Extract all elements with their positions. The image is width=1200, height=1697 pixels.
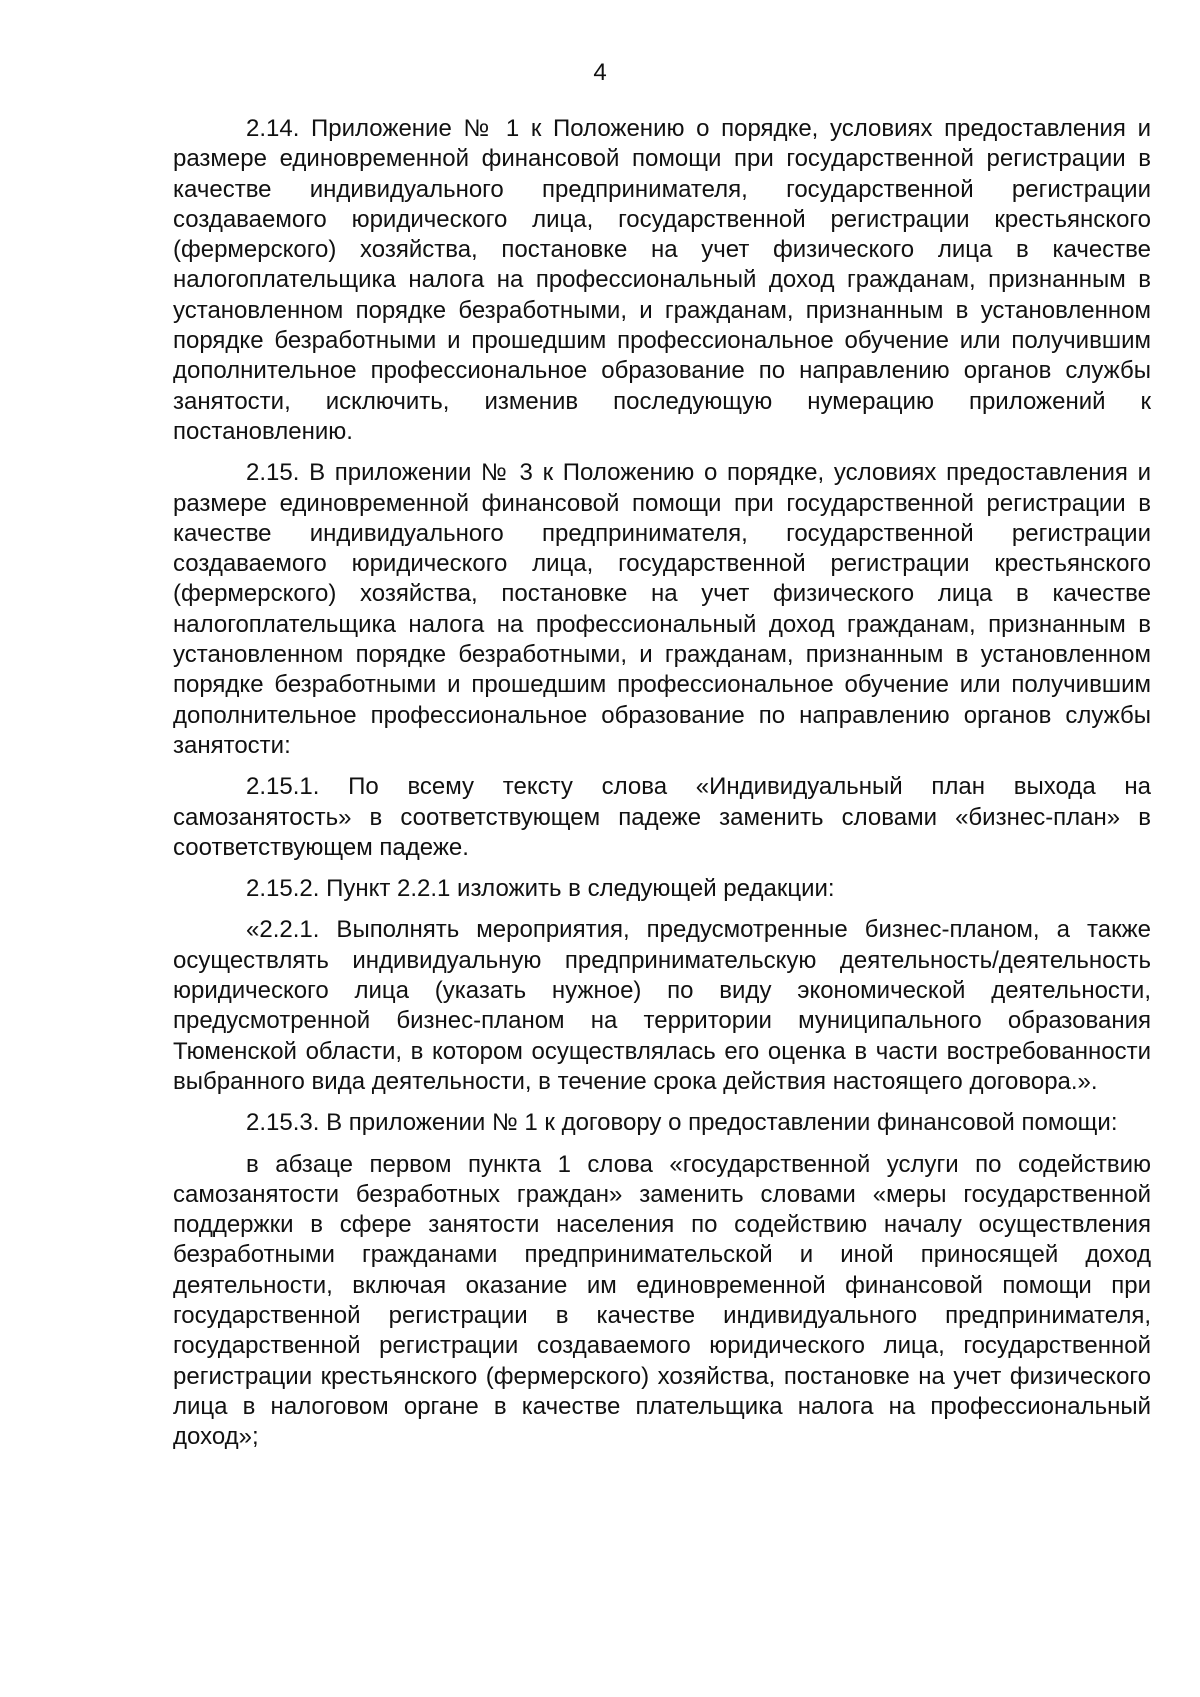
paragraph-2-2-1-quote: «2.2.1. Выполнять мероприятия, предусмотренные бизнес-планом, а также осуществлять индивидуальную предпринимательскую деятельность/деятельность юридического лица (указать нужное) по виду экономической деятельности, предусмотренной бизнес-планом на территории муниципального образования Тюменской области, в котором осуществлялась его оценка в части востребованности выбранного вида деятельности, в течение срока действия настоящего договора.». [173, 916, 1151, 1095]
paragraph-2-14: 2.14. Приложение № 1 к Положению о порядке, условиях предоставления и размере единовременной финансовой помощи при государственной регистрации в качестве индивидуального предпринимателя, государственной регистрации создаваемого юридического лица, государственной регистрации крестьянского (фермерского) хозяйства, постановке на учет физического лица в качестве налогоплательщика налога на профессиональный доход гражданам, признанным в установленном порядке безработными, и гражданам, признанным в установленном порядке безработными и прошедшим профессиональное обучение или получившим дополнительное профессиональное образование по направлению органов службы занятости, исключить, изменив последующую нумерацию приложений к постановлению. [173, 115, 1151, 445]
page-number: 4 [593, 59, 607, 86]
paragraph-abzac-1: в абзаце первом пункта 1 слова «государственной услуги по содействию самозанятости безработных граждан» заменить словами «меры государственной поддержки в сфере занятости населения по содействию началу осуществления безработными гражданами предпринимательской и иной приносящей доход деятельности, включая оказание им единовременной финансовой помощи при государственной регистрации в качестве индивидуального предпринимателя, государственной регистрации создаваемого юридического лица, государственной регистрации крестьянского (фермерского) хозяйства, постановке на учет физического лица в налоговом органе в качестве плательщика налога на профессиональный доход»; [173, 1150, 1151, 1451]
paragraph-2-15-1: 2.15.1. По всему тексту слова «Индивидуальный план выхода на самозанятость» в соответствующем падеже заменить словами «бизнес-план» в соответствующем падеже. [173, 773, 1151, 861]
document-body [173, 114, 1151, 1463]
paragraph-2-15-3: 2.15.3. В приложении № 1 к договору о предоставлении финансовой помощи: [246, 1109, 1118, 1137]
paragraph-2-15-2: 2.15.2. Пункт 2.2.1 изложить в следующей редакции: [246, 875, 835, 903]
paragraph-2-15: 2.15. В приложении № 3 к Положению о порядке, условиях предоставления и размере единовременной финансовой помощи при государственной регистрации в качестве индивидуального предпринимателя, государственной регистрации создаваемого юридического лица, государственной регистрации крестьянского (фермерского) хозяйства, постановке на учет физического лица в качестве налогоплательщика налога на профессиональный доход гражданам, признанным в установленном порядке безработными, и гражданам, признанным в установленном порядке безработными и прошедшим профессиональное обучение или получившим дополнительное профессиональное образование по направлению органов службы занятости: [173, 459, 1151, 759]
